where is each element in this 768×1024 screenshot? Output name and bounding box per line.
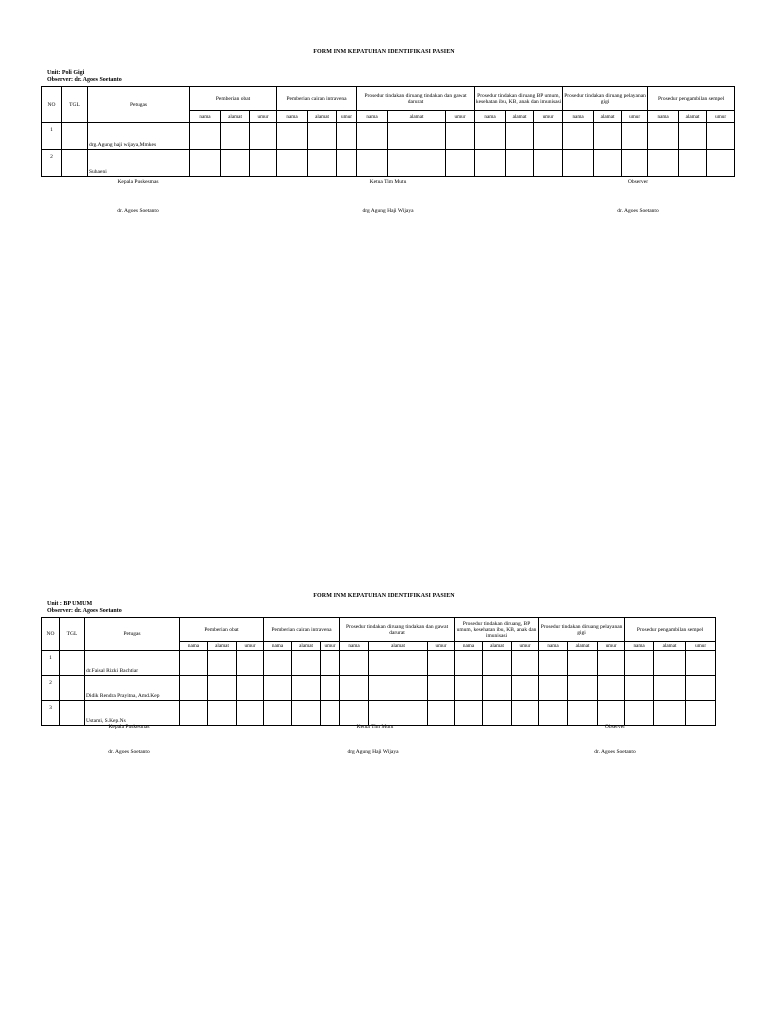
signature-name-kepala: dr. Agoes Soetanto	[108, 749, 150, 755]
data-cell[interactable]	[369, 651, 428, 676]
data-cell[interactable]	[321, 701, 340, 726]
data-cell[interactable]	[512, 701, 539, 726]
data-cell[interactable]	[264, 651, 292, 676]
form-title: FORM INM KEPATUHAN IDENTIFIKASI PASIEN	[313, 49, 455, 55]
data-cell[interactable]	[686, 701, 716, 726]
data-cell[interactable]	[369, 676, 428, 701]
data-cell[interactable]	[221, 123, 250, 150]
row-no: 1	[42, 651, 60, 676]
data-cell[interactable]	[648, 150, 679, 177]
data-cell[interactable]	[321, 651, 340, 676]
data-cell[interactable]	[337, 150, 357, 177]
data-cell[interactable]	[180, 651, 208, 676]
data-cell[interactable]	[568, 676, 598, 701]
header-petugas: Petugas	[85, 618, 180, 651]
data-cell[interactable]	[208, 676, 237, 701]
sub-nama: nama	[563, 111, 594, 123]
sub-alamat: alamat	[369, 642, 428, 651]
data-cell[interactable]	[340, 701, 369, 726]
sub-alamat: alamat	[208, 642, 237, 651]
table-row	[42, 123, 735, 150]
row-petugas: Ustami, S.Kep.Ns	[85, 701, 180, 726]
sub-nama: nama	[340, 642, 369, 651]
data-cell[interactable]	[277, 150, 308, 177]
data-cell[interactable]	[483, 676, 512, 701]
data-cell[interactable]	[568, 651, 598, 676]
sub-umur: umur	[707, 111, 735, 123]
table-row	[42, 150, 735, 177]
data-cell[interactable]	[483, 701, 512, 726]
data-cell[interactable]	[388, 150, 446, 177]
header-group-cairan-intravena: Pemberian cairan intravena	[277, 87, 357, 111]
data-cell[interactable]	[292, 676, 321, 701]
data-cell[interactable]	[534, 123, 563, 150]
signature-role-ketua: Ketua Tim Mutu	[356, 724, 394, 730]
data-cell[interactable]	[208, 701, 237, 726]
header-group-bp-umum: Prosedur tindakan diruang, BP umum, kesehatan ibu, KB, anak dan imunisasi	[455, 618, 539, 642]
data-cell[interactable]	[539, 676, 568, 701]
data-cell[interactable]	[369, 701, 428, 726]
data-cell[interactable]	[308, 123, 337, 150]
form-title: FORM INM KEPATUHAN IDENTIFIKASI PASIEN	[313, 593, 455, 599]
data-cell[interactable]	[707, 123, 735, 150]
data-cell[interactable]	[539, 701, 568, 726]
data-cell[interactable]	[654, 651, 686, 676]
data-cell[interactable]	[475, 123, 506, 150]
data-cell[interactable]	[455, 701, 483, 726]
sub-nama: nama	[539, 642, 568, 651]
data-cell[interactable]	[622, 123, 648, 150]
sub-nama: nama	[180, 642, 208, 651]
table-row	[42, 651, 716, 676]
data-cell[interactable]	[190, 150, 221, 177]
data-cell[interactable]	[563, 123, 594, 150]
sub-nama: nama	[264, 642, 292, 651]
data-cell[interactable]	[180, 701, 208, 726]
row-no: 3	[42, 701, 60, 726]
data-cell[interactable]	[292, 701, 321, 726]
data-cell[interactable]	[598, 676, 625, 701]
row-tgl[interactable]	[60, 701, 85, 726]
data-cell[interactable]	[337, 123, 357, 150]
header-group-cairan-intravena: Pemberian cairan intravena	[264, 618, 340, 642]
data-cell[interactable]	[250, 123, 277, 150]
row-tgl[interactable]	[62, 123, 88, 150]
sub-umur: umur	[622, 111, 648, 123]
header-group-tindakan-gawat-darurat: Prosedur tindakan diruang tindakan dan gawat darurat	[357, 87, 475, 111]
table-row	[42, 701, 716, 726]
data-cell[interactable]	[277, 123, 308, 150]
data-cell[interactable]	[679, 123, 707, 150]
signature-name-ketua: drg Agung Haji Wijaya	[362, 208, 414, 214]
row-tgl[interactable]	[60, 676, 85, 701]
signature-role-kepala: Kepala Puskesmas	[117, 179, 159, 185]
sub-umur: umur	[321, 642, 340, 651]
data-cell[interactable]	[686, 676, 716, 701]
header-group-pemberian-obat: Pemberian obat	[180, 618, 264, 642]
data-cell[interactable]	[237, 651, 264, 676]
compliance-table	[41, 617, 716, 726]
data-cell[interactable]	[357, 150, 388, 177]
data-cell[interactable]	[594, 123, 622, 150]
sub-nama: nama	[648, 111, 679, 123]
sub-umur: umur	[512, 642, 539, 651]
row-petugas: Suhaeni	[88, 150, 190, 177]
row-petugas: Didik Rendra Prayitna, Amd.Kep	[85, 676, 180, 701]
header-group-bp-umum: Prosedur tindakan diruang BP umum, kesehatan ibu, KB, anak dan imunisasi	[475, 87, 563, 111]
data-cell[interactable]	[539, 651, 568, 676]
data-cell[interactable]	[534, 150, 563, 177]
sub-umur: umur	[534, 111, 563, 123]
data-cell[interactable]	[563, 150, 594, 177]
sub-nama: nama	[625, 642, 654, 651]
sub-alamat: alamat	[568, 642, 598, 651]
observer-label: Observer: dr. Agoes Soetanto	[47, 77, 122, 83]
header-group-pengambilan-sempel: Prosedur pengambilan sempel	[648, 87, 735, 111]
header-group-pemberian-obat: Pemberian obat	[190, 87, 277, 111]
table-row	[42, 676, 716, 701]
sub-umur: umur	[250, 111, 277, 123]
sub-umur: umur	[428, 642, 455, 651]
sub-alamat: alamat	[388, 111, 446, 123]
row-no: 2	[42, 150, 62, 177]
observer-label: Observer: dr. Agoes Soetanto	[47, 608, 122, 614]
sub-umur: umur	[598, 642, 625, 651]
signature-role-observer: Observer	[604, 724, 626, 730]
header-group-pelayanan-gigi: Prosedur tindakan diruang pelayanan gigi	[539, 618, 625, 642]
data-cell[interactable]	[455, 676, 483, 701]
header-petugas: Petugas	[88, 87, 190, 123]
sub-nama: nama	[475, 111, 506, 123]
sub-nama: nama	[190, 111, 221, 123]
header-tgl: TGL	[62, 87, 88, 123]
row-petugas: dr.Faisal Rizki Bachtiar	[85, 651, 180, 676]
data-cell[interactable]	[686, 651, 716, 676]
row-tgl[interactable]	[62, 150, 88, 177]
data-cell[interactable]	[483, 651, 512, 676]
row-no: 1	[42, 123, 62, 150]
sub-umur: umur	[686, 642, 716, 651]
sub-alamat: alamat	[221, 111, 250, 123]
data-cell[interactable]	[654, 676, 686, 701]
data-cell[interactable]	[707, 150, 735, 177]
data-cell[interactable]	[321, 676, 340, 701]
signature-name-observer: dr. Agoes Soetanto	[594, 749, 636, 755]
signature-role-observer: Observer	[627, 179, 649, 185]
sub-alamat: alamat	[654, 642, 686, 651]
header-tgl: TGL	[60, 618, 85, 651]
data-cell[interactable]	[648, 123, 679, 150]
data-cell[interactable]	[190, 123, 221, 150]
data-cell[interactable]	[506, 150, 534, 177]
data-cell[interactable]	[654, 701, 686, 726]
data-cell[interactable]	[292, 651, 321, 676]
data-cell[interactable]	[264, 676, 292, 701]
sub-alamat: alamat	[292, 642, 321, 651]
data-cell[interactable]	[506, 123, 534, 150]
sub-alamat: alamat	[506, 111, 534, 123]
data-cell[interactable]	[308, 150, 337, 177]
data-cell[interactable]	[250, 150, 277, 177]
data-cell[interactable]	[598, 701, 625, 726]
compliance-table	[41, 86, 735, 177]
data-cell[interactable]	[679, 150, 707, 177]
data-cell[interactable]	[388, 123, 446, 150]
sub-alamat: alamat	[483, 642, 512, 651]
data-cell[interactable]	[512, 676, 539, 701]
data-cell[interactable]	[208, 651, 237, 676]
data-cell[interactable]	[180, 676, 208, 701]
row-petugas: drg.Agung haji wijaya,Mmkes	[88, 123, 190, 150]
sub-umur: umur	[237, 642, 264, 651]
data-cell[interactable]	[594, 150, 622, 177]
data-cell[interactable]	[357, 123, 388, 150]
header-group-tindakan-gawat-darurat: Prosedur tindakan diruang tindakan dan gawat darurat	[340, 618, 455, 642]
data-cell[interactable]	[221, 150, 250, 177]
data-cell[interactable]	[622, 150, 648, 177]
data-cell[interactable]	[340, 651, 369, 676]
row-no: 2	[42, 676, 60, 701]
sub-nama: nama	[277, 111, 308, 123]
row-tgl[interactable]	[60, 651, 85, 676]
unit-label: Unit : BP UMUM	[47, 601, 93, 607]
signature-role-ketua: Ketua Tim Mutu	[369, 179, 407, 185]
data-cell[interactable]	[625, 701, 654, 726]
header-group-pengambilan-sempel: Prosedur pengambilan sempel	[625, 618, 716, 642]
header-no: NO	[42, 618, 60, 651]
sub-umur: umur	[337, 111, 357, 123]
data-cell[interactable]	[446, 123, 475, 150]
data-cell[interactable]	[340, 676, 369, 701]
sub-nama: nama	[455, 642, 483, 651]
data-cell[interactable]	[446, 150, 475, 177]
data-cell[interactable]	[237, 701, 264, 726]
data-cell[interactable]	[455, 651, 483, 676]
data-cell[interactable]	[264, 701, 292, 726]
sub-alamat: alamat	[594, 111, 622, 123]
data-cell[interactable]	[625, 651, 654, 676]
header-group-pelayanan-gigi: Prosedur tindakan diruang pelayanan gigi	[563, 87, 648, 111]
data-cell[interactable]	[598, 651, 625, 676]
signature-name-ketua: drg Agung Haji Wijaya	[347, 749, 399, 755]
sub-alamat: alamat	[679, 111, 707, 123]
signature-name-kepala: dr. Agoes Soetanto	[117, 208, 159, 214]
data-cell[interactable]	[428, 676, 455, 701]
sub-alamat: alamat	[308, 111, 337, 123]
data-cell[interactable]	[625, 676, 654, 701]
data-cell[interactable]	[428, 701, 455, 726]
data-cell[interactable]	[428, 651, 455, 676]
data-cell[interactable]	[237, 676, 264, 701]
unit-label: Unit: Poli Gigi	[47, 70, 85, 76]
sub-nama: nama	[357, 111, 388, 123]
data-cell[interactable]	[568, 701, 598, 726]
sub-umur: umur	[446, 111, 475, 123]
signature-role-kepala: Kepala Puskesmas	[108, 724, 150, 730]
signature-name-observer: dr. Agoes Soetanto	[617, 208, 659, 214]
data-cell[interactable]	[512, 651, 539, 676]
header-no: NO	[42, 87, 62, 123]
data-cell[interactable]	[475, 150, 506, 177]
